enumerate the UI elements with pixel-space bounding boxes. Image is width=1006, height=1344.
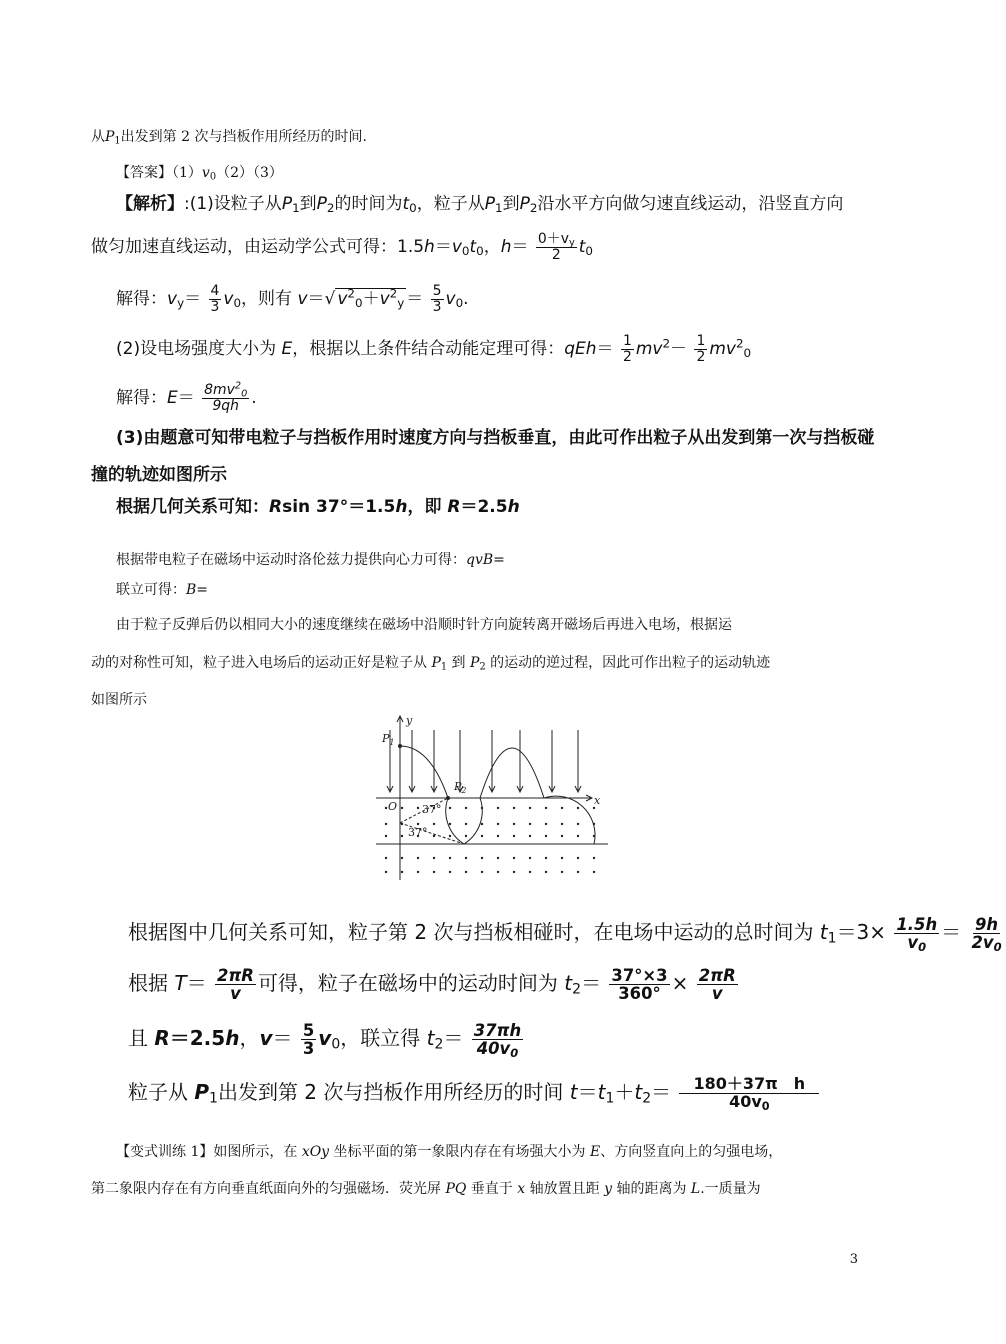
fraction: $\frac{0+v_y}{2}$ <box>537 231 575 263</box>
field-dot <box>561 807 563 809</box>
field-dot <box>529 823 531 825</box>
fraction: $\frac{5}{3}$ <box>432 283 442 315</box>
formula-line-1: 根据图中几何关系可知，粒子第 2 次与挡板相碰时，在电场中运动的总时间为 $t_1=3\times$ $\frac{1.5h}{v_0}$ ＝ $\frac{9h}{2v_0}$ <box>128 915 1002 955</box>
field-dot <box>513 835 515 837</box>
field-dot <box>385 835 387 837</box>
electric-field-path <box>400 746 448 798</box>
field-dot <box>465 871 467 873</box>
formula-line-3: 且 R＝2.5h，v＝ $\frac{5}{3}$ $v_0$，联立得 $t_2=$ $\frac{37\pi h}{40v_0}$ <box>128 1021 522 1061</box>
field-dot <box>561 835 563 837</box>
field-dot <box>385 823 387 825</box>
field-dot <box>417 871 419 873</box>
fraction: $\frac{5}{3}$ <box>302 1021 315 1059</box>
field-dot <box>449 857 451 859</box>
fraction: $\frac{2\pi R}{v}$ <box>216 966 254 1004</box>
field-dot <box>481 857 483 859</box>
field-dot <box>561 871 563 873</box>
analysis-line-8: 根据几何关系可知：Rsin 37°＝1.5h，即 R＝2.5h <box>116 497 520 517</box>
fraction: $\frac{37\pi h}{40v_0}$ <box>473 1021 522 1061</box>
field-dot <box>497 807 499 809</box>
analysis-line-2: 做匀加速直线运动，由运动学公式可得：$1.5h=v_0t_0$，h＝ $\frac{0+v_y}{2}$ $t_0$ <box>91 231 593 263</box>
field-dot <box>417 823 419 825</box>
field-dot <box>529 835 531 837</box>
p2-label: $P_2$ <box>454 780 467 795</box>
fraction: $\frac{4}{3}$ <box>210 283 220 315</box>
field-dot <box>513 871 515 873</box>
field-dot <box>465 857 467 859</box>
field-dot <box>593 807 595 809</box>
field-dot <box>465 807 467 809</box>
field-dot <box>481 823 483 825</box>
point-p2 <box>446 796 450 800</box>
formula-line-2: 根据 T＝ $\frac{2\pi R}{v}$ 可得，粒子在磁场中的运动时间为 $t_2=$ $\frac{37^\circ\times 3}{360^\circ}$ × $\frac{2\pi R}{v}$ <box>128 966 736 1004</box>
field-dot <box>449 823 451 825</box>
field-dot <box>465 823 467 825</box>
trajectory-figure <box>368 712 618 882</box>
field-dot <box>577 871 579 873</box>
field-dot <box>449 807 451 809</box>
analysis-line-13: 如图所示 <box>91 692 147 708</box>
field-dot <box>545 835 547 837</box>
field-dot <box>401 835 403 837</box>
analysis-line-5: 解得：E＝ $\frac{8mv^2_0}{9qh}$ . <box>116 380 257 414</box>
field-dot <box>545 857 547 859</box>
magnetic-arc-3 <box>544 796 595 844</box>
angle-label-1: 37° <box>422 803 442 816</box>
field-lines <box>387 730 581 792</box>
x-axis-label: x <box>594 794 601 807</box>
analysis-line-10: 联立可得：B= <box>116 582 209 598</box>
origin-label: O <box>388 800 398 813</box>
field-dot <box>465 835 467 837</box>
field-dot <box>593 835 595 837</box>
field-dot <box>513 823 515 825</box>
field-dot <box>449 871 451 873</box>
field-dot <box>481 807 483 809</box>
fraction: $\frac{1}{2}$ <box>622 333 632 365</box>
field-dot <box>529 807 531 809</box>
field-dot <box>545 871 547 873</box>
field-dot <box>593 871 595 873</box>
field-dot <box>433 835 435 837</box>
field-dot <box>545 823 547 825</box>
field-dot <box>433 871 435 873</box>
fraction: $\frac{8mv^2_0}{9qh}$ <box>204 380 248 414</box>
field-dot <box>449 835 451 837</box>
analysis-line-6: (3)由题意可知带电粒子与挡板作用时速度方向与挡板垂直，由此可作出粒子从出发到第一次与挡板碰 <box>116 428 875 448</box>
fraction: $\frac{2\pi R}{v}$ <box>698 966 736 1004</box>
intro-line: 从$P_1$出发到第 2 次与挡板作用所经历的时间. <box>91 129 367 147</box>
field-dot <box>497 835 499 837</box>
analysis-line-4: (2)设电场强度大小为 E，根据以上条件结合动能定理可得：qEh＝ $\frac{1}{2}$ $mv^2-$ $\frac{1}{2}$ $mv^2_0$ <box>116 333 752 365</box>
analysis-line-9: 根据带电粒子在磁场中运动时洛伦兹力提供向心力可得：qvB= <box>116 552 505 568</box>
field-dot <box>513 857 515 859</box>
field-dot <box>593 857 595 859</box>
field-dot <box>577 835 579 837</box>
field-dot <box>577 823 579 825</box>
field-dot <box>417 857 419 859</box>
analysis-line-11: 由于粒子反弹后仍以相同大小的速度继续在磁场中沿顺时针方向旋转离开磁场后再进入电场，根据运 <box>116 617 732 633</box>
variant-line-2: 第二象限内存在有方向垂直纸面向外的匀强磁场．荧光屏 PQ 垂直于 x 轴放置且距 y 轴的距离为 L.一质量为 <box>91 1181 761 1197</box>
field-dot <box>433 857 435 859</box>
field-dot <box>401 807 403 809</box>
magnetic-field-dots <box>385 807 595 873</box>
field-dot <box>561 823 563 825</box>
field-dot <box>385 807 387 809</box>
field-dot <box>561 857 563 859</box>
field-dot <box>385 871 387 873</box>
variant-line-1: 【变式训练 1】如图所示，在 xOy 坐标平面的第一象限内存在有场强大小为 E、方向竖直向上的匀强电场， <box>116 1144 783 1160</box>
field-dot <box>401 857 403 859</box>
point-p1 <box>398 744 402 748</box>
field-dot <box>433 823 435 825</box>
field-dot <box>497 823 499 825</box>
fraction: $\frac{9h}{2v_0}$ <box>971 915 1002 955</box>
radicand: $v^2_0+v^2_y$ <box>337 286 405 311</box>
fraction: $\frac{1}{2}$ <box>696 333 706 365</box>
field-dot <box>417 807 419 809</box>
analysis-line-1: 【解析】:(1)设粒子从$P_1$到$P_2$的时间为$t_0$，粒子从$P_1$到$P_2$沿水平方向做匀速直线运动，沿竖直方向 <box>116 194 844 215</box>
field-dot <box>593 823 595 825</box>
page-number: 3 <box>849 1252 858 1267</box>
field-dot <box>529 871 531 873</box>
analysis-line-7: 撞的轨迹如图所示 <box>91 465 227 485</box>
field-dot <box>529 857 531 859</box>
field-dot <box>481 871 483 873</box>
field-dot <box>577 857 579 859</box>
p1-label: $P_1$ <box>382 732 395 747</box>
field-dot <box>481 835 483 837</box>
magnetic-arc-2 <box>464 798 482 844</box>
answer-line: 【答案】$(1)v_0(2)(3)$ <box>116 165 283 183</box>
field-dot <box>513 807 515 809</box>
field-dot <box>577 807 579 809</box>
analysis-line-12: 动的对称性可知，粒子进入电场后的运动正好是粒子从 $P_1$ 到 $P_2$ 的运动的逆过程，因此可作出粒子的运动轨迹 <box>91 655 771 673</box>
field-dot <box>497 857 499 859</box>
y-axis-label: y <box>406 714 413 727</box>
field-dot <box>385 857 387 859</box>
fraction: $\frac{37^\circ\times 3}{360^\circ}$ <box>611 966 668 1004</box>
magnetic-arc-1 <box>446 798 464 844</box>
reverse-path <box>480 748 544 798</box>
field-dot <box>545 807 547 809</box>
analysis-line-3: 解得：$v_y=$ $\frac{4}{3}$ $v_0$，则有 v＝√ $v^2_0+v^2_y$ ＝ $\frac{5}{3}$ $v_0$. <box>116 283 469 315</box>
field-dot <box>497 871 499 873</box>
fraction: $\frac{\text{180＋37π h}}{40v_0}$ <box>679 1076 819 1111</box>
angle-label-2: 37° <box>408 826 428 839</box>
field-dot <box>401 823 403 825</box>
field-dot <box>401 871 403 873</box>
formula-line-4: 粒子从 $P_1$出发到第 2 次与挡板作用所经历的时间 $t=t_1+t_2=$ $\frac{\text{180＋37π h}}{40v_0}$ <box>128 1076 821 1111</box>
fraction: $\frac{1.5h}{v_0}$ <box>896 915 938 955</box>
